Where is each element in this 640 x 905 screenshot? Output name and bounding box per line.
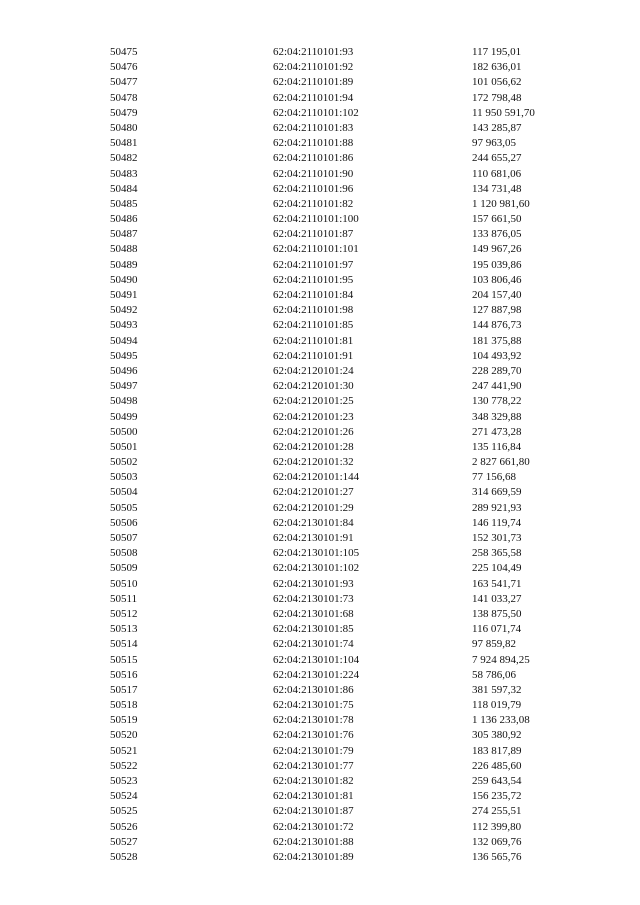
table-row: [0, 728, 640, 743]
table-row: [0, 531, 640, 546]
cadastral-value: 134 731,48: [472, 182, 522, 195]
row-number: 50521: [110, 744, 138, 757]
cadastral-number: 62:04:2120101:24: [273, 364, 354, 377]
table-row: [0, 182, 640, 197]
table-row: [0, 75, 640, 90]
cadastral-value: 247 441,90: [472, 380, 522, 393]
cadastral-value: 97 859,82: [472, 638, 516, 651]
table-row: [0, 455, 640, 470]
cadastral-number: 62:04:2130101:75: [273, 699, 354, 712]
cadastral-number: 62:04:2130101:87: [273, 805, 354, 818]
row-number: 50500: [110, 425, 138, 438]
cadastral-value: 1 136 233,08: [472, 714, 530, 727]
cadastral-value: 130 778,22: [472, 395, 522, 408]
table-row: [0, 683, 640, 698]
table-row: [0, 713, 640, 728]
row-number: 50515: [110, 653, 138, 666]
cadastral-number: 62:04:2130101:89: [273, 850, 354, 863]
cadastral-value: 289 921,93: [472, 501, 522, 514]
cadastral-value: 117 195,01: [472, 46, 522, 58]
table-row: [0, 607, 640, 622]
cadastral-number: 62:04:2110101:81: [273, 334, 354, 347]
row-number: 50503: [110, 471, 138, 484]
cadastral-number: 62:04:2130101:105: [273, 547, 360, 560]
row-number: 50487: [110, 228, 138, 241]
row-number: 50492: [110, 304, 138, 317]
row-number: 50502: [110, 456, 138, 469]
row-number: 50511: [110, 592, 138, 605]
cadastral-value: 204 157,40: [472, 289, 522, 301]
cadastral-number: 62:04:2130101:224: [273, 668, 360, 681]
row-number: 50497: [110, 380, 138, 393]
cadastral-value: 163 541,71: [472, 577, 522, 590]
cadastral-number: 62:04:2120101:23: [273, 410, 354, 423]
table-row: [0, 60, 640, 75]
cadastral-number: 62:04:2120101:30: [273, 380, 354, 393]
cadastral-value: 305 380,92: [472, 729, 522, 742]
row-number: 50480: [110, 121, 138, 134]
table-row: [0, 577, 640, 592]
row-number: 50517: [110, 683, 138, 696]
cadastral-number: 62:04:2110101:89: [273, 76, 354, 89]
row-number: 50523: [110, 775, 138, 787]
cadastral-number: 62:04:2110101:93: [273, 46, 354, 58]
row-number: 50525: [110, 805, 138, 818]
cadastral-number: 62:04:2120101:144: [273, 471, 360, 484]
table-row: [0, 470, 640, 485]
cadastral-number: 62:04:2130101:93: [273, 577, 354, 590]
row-number: 50527: [110, 835, 138, 848]
row-number: 50493: [110, 319, 138, 332]
cadastral-value: 183 817,89: [472, 744, 522, 757]
cadastral-value: 381 597,32: [472, 683, 522, 696]
table-row: [0, 121, 640, 136]
table-row: [0, 318, 640, 333]
cadastral-number: 62:04:2130101:79: [273, 744, 354, 757]
cadastral-value: 144 876,73: [472, 319, 522, 332]
cadastral-number: 62:04:2120101:29: [273, 501, 354, 514]
row-number: 50476: [110, 61, 138, 74]
cadastral-number: 62:04:2110101:90: [273, 167, 354, 180]
table-row: [0, 698, 640, 713]
row-number: 50509: [110, 562, 138, 575]
row-number: 50481: [110, 137, 138, 150]
table-row: [0, 637, 640, 652]
cadastral-number: 62:04:2110101:84: [273, 289, 354, 301]
table-row: [0, 546, 640, 561]
cadastral-number: 62:04:2110101:87: [273, 228, 354, 241]
table-row: [0, 440, 640, 455]
cadastral-number: 62:04:2110101:92: [273, 61, 354, 74]
cadastral-number: 62:04:2110101:97: [273, 258, 354, 271]
table-row: [0, 227, 640, 242]
cadastral-value: 138 875,50: [472, 607, 522, 620]
cadastral-number: 62:04:2120101:28: [273, 440, 354, 453]
row-number: 50526: [110, 820, 138, 833]
row-number: 50505: [110, 501, 138, 514]
table-row: [0, 425, 640, 440]
cadastral-value: 152 301,73: [472, 532, 522, 544]
cadastral-number: 62:04:2130101:102: [273, 562, 360, 575]
cadastral-value: 258 365,58: [472, 547, 522, 560]
row-number: 50495: [110, 349, 138, 362]
row-number: 50522: [110, 759, 138, 772]
row-number: 50482: [110, 152, 138, 165]
cadastral-number: 62:04:2110101:83: [273, 121, 354, 134]
cadastral-value: 182 636,01: [472, 61, 522, 74]
cadastral-number: 62:04:2130101:77: [273, 759, 354, 772]
table-row: [0, 197, 640, 212]
cadastral-value: 244 655,27: [472, 152, 522, 165]
cadastral-value: 141 033,27: [472, 592, 522, 605]
table-row: [0, 668, 640, 683]
cadastral-number: 62:04:2110101:85: [273, 319, 354, 332]
cadastral-number: 62:04:2120101:25: [273, 395, 354, 408]
cadastral-value: 133 876,05: [472, 228, 522, 241]
cadastral-value: 274 255,51: [472, 805, 522, 818]
table-row: [0, 242, 640, 257]
cadastral-number: 62:04:2130101:86: [273, 683, 354, 696]
cadastral-value: 132 069,76: [472, 835, 522, 848]
cadastral-number: 62:04:2130101:82: [273, 775, 354, 787]
table-row: [0, 288, 640, 303]
cadastral-number: 62:04:2130101:84: [273, 516, 354, 529]
row-number: 50478: [110, 91, 138, 104]
table-row: [0, 774, 640, 789]
cadastral-value: 110 681,06: [472, 167, 522, 180]
cadastral-value: 77 156,68: [472, 471, 516, 484]
cadastral-number: 62:04:2130101:73: [273, 592, 354, 605]
cadastral-number: 62:04:2130101:104: [273, 653, 360, 666]
cadastral-number: 62:04:2130101:88: [273, 835, 354, 848]
table-row: [0, 501, 640, 516]
row-number: 50504: [110, 486, 138, 499]
cadastral-number: 62:04:2120101:26: [273, 425, 354, 438]
cadastral-number: 62:04:2110101:100: [273, 213, 359, 226]
row-number: 50524: [110, 790, 138, 803]
cadastral-value: 271 473,28: [472, 425, 522, 438]
cadastral-number: 62:04:2110101:88: [273, 137, 354, 150]
cadastral-number: 62:04:2110101:101: [273, 243, 359, 256]
cadastral-value: 348 329,88: [472, 410, 522, 423]
row-number: 50510: [110, 577, 138, 590]
cadastral-value: 226 485,60: [472, 759, 522, 772]
row-number: 50491: [110, 289, 138, 301]
cadastral-number: 62:04:2110101:95: [273, 273, 354, 286]
table-row: [0, 379, 640, 394]
cadastral-number: 62:04:2130101:91: [273, 532, 354, 544]
row-number: 50514: [110, 638, 138, 651]
row-number: 50496: [110, 364, 138, 377]
table-row: [0, 45, 640, 60]
cadastral-value: 136 565,76: [472, 850, 522, 863]
cadastral-number: 62:04:2130101:68: [273, 607, 354, 620]
row-number: 50506: [110, 516, 138, 529]
table-row: [0, 820, 640, 835]
row-number: 50516: [110, 668, 138, 681]
cadastral-value: 11 950 591,70: [472, 106, 535, 119]
table-row: [0, 485, 640, 500]
cadastral-number: 62:04:2110101:102: [273, 106, 359, 119]
table-row: [0, 212, 640, 227]
row-number: 50512: [110, 607, 138, 620]
table-row: [0, 850, 640, 865]
row-number: 50486: [110, 213, 138, 226]
cadastral-value: 97 963,05: [472, 137, 516, 150]
row-number: 50485: [110, 197, 138, 210]
cadastral-value: 118 019,79: [472, 699, 522, 712]
cadastral-value: 58 786,06: [472, 668, 516, 681]
cadastral-value: 195 039,86: [472, 258, 522, 271]
cadastral-number: 62:04:2110101:91: [273, 349, 354, 362]
cadastral-value: 103 806,46: [472, 273, 522, 286]
cadastral-value: 1 120 981,60: [472, 197, 530, 210]
cadastral-value: 143 285,87: [472, 121, 522, 134]
row-number: 50508: [110, 547, 138, 560]
table-row: [0, 759, 640, 774]
row-number: 50519: [110, 714, 138, 727]
cadastral-number: 62:04:2110101:86: [273, 152, 354, 165]
table-row: [0, 106, 640, 121]
table-row: [0, 561, 640, 576]
table-row: [0, 394, 640, 409]
row-number: 50490: [110, 273, 138, 286]
cadastral-value-table: [0, 45, 640, 865]
row-number: 50489: [110, 258, 138, 271]
cadastral-value: 157 661,50: [472, 213, 522, 226]
cadastral-value: 7 924 894,25: [472, 653, 530, 666]
table-row: [0, 91, 640, 106]
table-row: [0, 410, 640, 425]
cadastral-value: 146 119,74: [472, 516, 522, 529]
cadastral-value: 2 827 661,80: [472, 456, 530, 469]
cadastral-number: 62:04:2130101:72: [273, 820, 354, 833]
table-row: [0, 364, 640, 379]
row-number: 50494: [110, 334, 138, 347]
row-number: 50477: [110, 76, 138, 89]
cadastral-number: 62:04:2130101:78: [273, 714, 354, 727]
table-row: [0, 349, 640, 364]
row-number: 50507: [110, 532, 138, 544]
cadastral-number: 62:04:2110101:98: [273, 304, 354, 317]
table-row: [0, 167, 640, 182]
row-number: 50513: [110, 623, 138, 636]
table-row: [0, 653, 640, 668]
table-row: [0, 334, 640, 349]
cadastral-value: 135 116,84: [472, 440, 522, 453]
cadastral-value: 149 967,26: [472, 243, 522, 256]
cadastral-number: 62:04:2130101:76: [273, 729, 354, 742]
table-row: [0, 744, 640, 759]
row-number: 50520: [110, 729, 138, 742]
cadastral-number: 62:04:2130101:85: [273, 623, 354, 636]
cadastral-number: 62:04:2110101:96: [273, 182, 354, 195]
table-row: [0, 303, 640, 318]
cadastral-value: 116 071,74: [472, 623, 522, 636]
cadastral-value: 104 493,92: [472, 349, 522, 362]
cadastral-number: 62:04:2120101:27: [273, 486, 354, 499]
row-number: 50498: [110, 395, 138, 408]
row-number: 50518: [110, 699, 138, 712]
table-row: [0, 622, 640, 637]
table-row: [0, 136, 640, 151]
table-row: [0, 273, 640, 288]
cadastral-value: 259 643,54: [472, 775, 522, 787]
row-number: 50483: [110, 167, 138, 180]
row-number: 50501: [110, 440, 138, 453]
table-row: [0, 592, 640, 607]
cadastral-value: 314 669,59: [472, 486, 522, 499]
cadastral-value: 156 235,72: [472, 790, 522, 803]
table-row: [0, 835, 640, 850]
row-number: 50499: [110, 410, 138, 423]
cadastral-value: 225 104,49: [472, 562, 522, 575]
table-row: [0, 258, 640, 273]
cadastral-value: 101 056,62: [472, 76, 522, 89]
row-number: 50484: [110, 182, 138, 195]
table-row: [0, 789, 640, 804]
cadastral-number: 62:04:2120101:32: [273, 456, 354, 469]
cadastral-value: 112 399,80: [472, 820, 522, 833]
cadastral-number: 62:04:2110101:94: [273, 91, 354, 104]
cadastral-value: 172 798,48: [472, 91, 522, 104]
table-row: [0, 804, 640, 819]
table-row: [0, 151, 640, 166]
row-number: 50479: [110, 106, 138, 119]
row-number: 50475: [110, 46, 138, 58]
cadastral-value: 127 887,98: [472, 304, 522, 317]
cadastral-number: 62:04:2110101:82: [273, 197, 354, 210]
cadastral-value: 181 375,88: [472, 334, 522, 347]
cadastral-value: 228 289,70: [472, 364, 522, 377]
cadastral-number: 62:04:2130101:74: [273, 638, 354, 651]
table-row: [0, 516, 640, 531]
row-number: 50528: [110, 850, 138, 863]
cadastral-number: 62:04:2130101:81: [273, 790, 354, 803]
row-number: 50488: [110, 243, 138, 256]
